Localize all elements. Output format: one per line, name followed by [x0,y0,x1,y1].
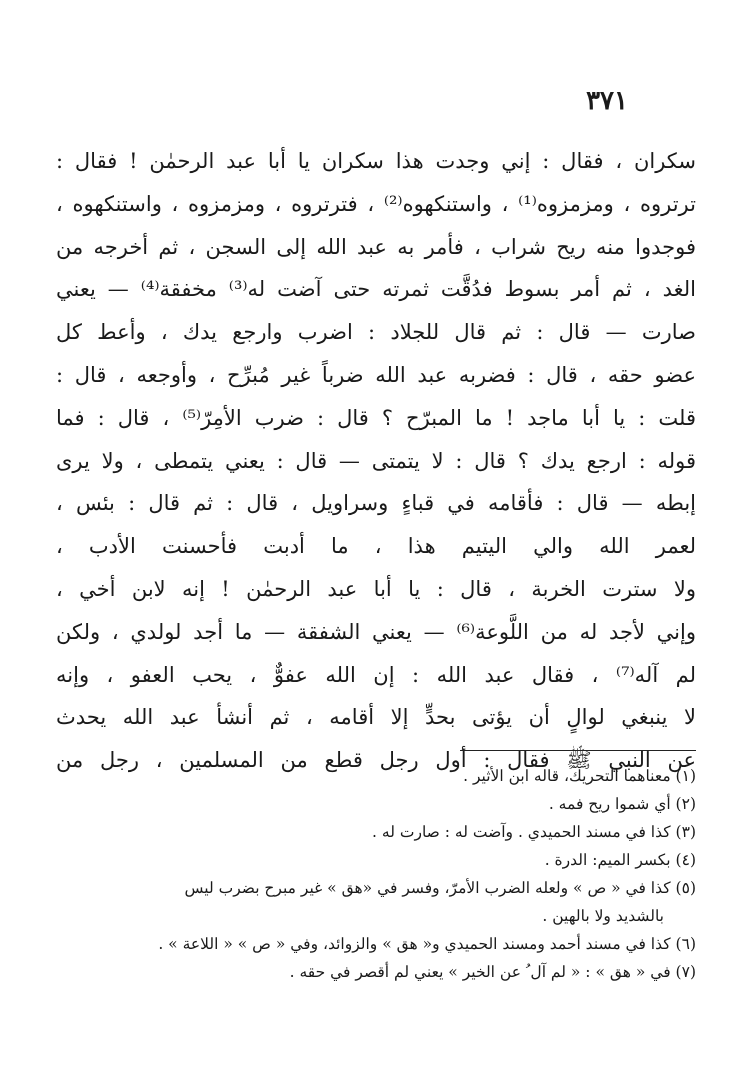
footnote: (١) معناهما التحريك، قاله ابن الأثير . [463,767,696,785]
main-text [56,140,696,782]
text-line: لعمر الله والي اليتيم هذا ، ما أدبت فأحسنت الأدب ، [56,534,696,559]
text-line: ترتروه ، ومزمزوه⁽¹⁾ ، واستنكهوه⁽²⁾ ، فترتروه ، ومزمزوه ، واستنكهوه ، [56,191,696,216]
footnote: (٦) كذا في مسند أحمد ومسند الحميدي و« هق » والزوائد، وفي « ص » « اللاعة » . [158,935,696,953]
text-line: إبطه — قال : فأقامه في قباءٍ وسراويل ، قال : ثم قال : بئس ، [56,491,696,516]
footnotes [56,762,696,986]
page-number: ٣٧١ [586,86,628,116]
text-line: صارت — قال : ثم قال للجلاد : اضرب وارجع يدك ، وأعط كل [56,320,696,345]
text-line: عضو حقه ، قال : فضربه عبد الله ضرباً غير مُبرِّح ، وأوجعه ، قال : [56,362,696,387]
text-line: قلت : يا أبا ماجد ! ما المبرّح ؟ قال : ضرب الأمِرّ⁽⁵⁾ ، قال : فما [56,405,696,430]
footnote: (٢) أي شموا ريح فمه . [548,795,696,813]
footnote-separator [460,750,696,751]
text-line: وإني لأجد له من اللَّوعة⁽⁶⁾ — يعني الشفقة — ما أجد لولدي ، ولكن [56,619,696,644]
text-line: عن النبي ﷺ فقال : أول رجل قطع من المسلمين ، رجل من [56,748,696,773]
text-line: الغد ، ثم أمر بسوط فدُقَّت ثمرته حتى آضت له⁽³⁾ مخفقة⁽⁴⁾ — يعني [56,277,696,302]
text-line: ولا سترت الخربة ، قال : يا أبا عبد الرحمٰن ! إنه لابن أخي ، [56,576,696,601]
footnote: (٣) كذا في مسند الحميدي . وآضت له : صارت له . [372,823,696,841]
text-line: لا ينبغي لوالٍ أن يؤتى بحدٍّ إلا أقامه ، ثم أنشأ عبد الله يحدث [56,705,696,730]
text-line: لم آله⁽⁷⁾ ، فقال عبد الله : إن الله عفوٌّ ، يحب العفو ، وإنه [56,662,696,687]
footnote: (٤) بكسر الميم: الدرة . [544,851,696,869]
text-line: سكران ، فقال : إني وجدت هذا سكران يا أبا عبد الرحمٰن ! فقال : [56,149,696,173]
footnote: (٧) في « هق » : « لم آل ُ عن الخير » يعني لم أقصر في حقه . [289,963,696,981]
footnote: (٥) كذا في « ص » ولعله الضرب الأمرّ، وفسر في «هق » غير مبرح بضرب ليس [184,879,696,897]
text-line: فوجدوا منه ريح شراب ، فأمر به عبد الله إلى السجن ، ثم أخرجه من [56,234,696,259]
footnote-continuation: بالشديد ولا بالهين . [542,907,664,925]
text-line: قوله : ارجع يدك ؟ قال : لا يتمتى — قال : يعني يتمطى ، ولا يرى [56,448,696,473]
